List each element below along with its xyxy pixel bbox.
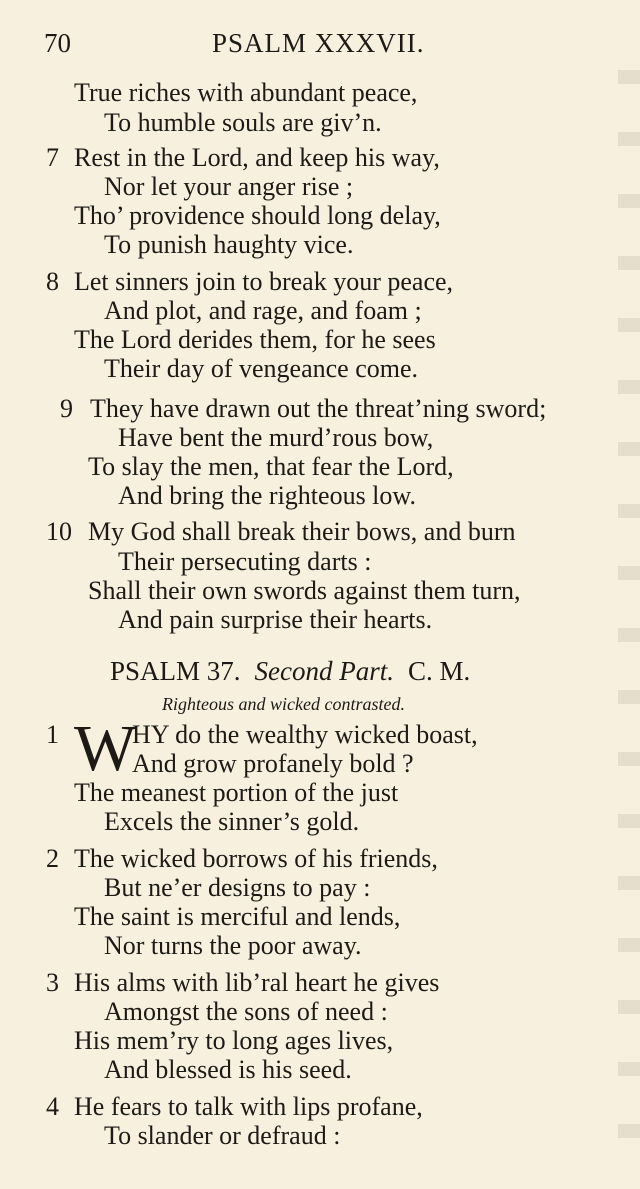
verse-line: And grow profanely bold ? [132, 749, 414, 778]
stanza-number: 10 [46, 517, 72, 546]
verse-line: To humble souls are giv’n. [104, 108, 382, 137]
section-title [110, 656, 470, 687]
stanza-number: 8 [46, 267, 59, 296]
drop-cap: W [74, 712, 137, 785]
verse-line: To punish haughty vice. [104, 230, 354, 259]
verse-line: He fears to talk with lips profane, [74, 1092, 423, 1121]
verse-line: And blessed is his seed. [104, 1055, 352, 1084]
page-number: 70 [44, 28, 71, 58]
verse-line: And plot, and rage, and foam ; [104, 296, 422, 325]
verse-line: Nor turns the poor away. [104, 931, 362, 960]
section-psalm: PSALM 37. [110, 656, 241, 686]
stanza-number: 4 [46, 1092, 59, 1121]
stanza-number: 2 [46, 844, 59, 873]
verse-line: His mem’ry to long ages lives, [74, 1026, 394, 1055]
verse-line: The wicked borrows of his friends, [74, 844, 438, 873]
verse-line: The meanest portion of the just [74, 778, 399, 807]
verse-line: The saint is merciful and lends, [74, 902, 401, 931]
verse-line: And pain surprise their hearts. [118, 605, 433, 634]
stanza-number: 3 [46, 968, 59, 997]
stanza-number: 7 [46, 143, 59, 172]
verse-line: My God shall break their bows, and burn [88, 517, 516, 546]
verse-line: And bring the righteous low. [118, 481, 416, 510]
running-title: PSALM XXXVII. [212, 28, 425, 58]
stanza-number: 9 [60, 394, 73, 423]
verse-line: To slander or defraud : [104, 1121, 341, 1150]
verse-line: Let sinners join to break your peace, [74, 267, 454, 296]
section-subtitle: Righteous and wicked contrasted. [162, 694, 405, 714]
verse-line: Tho’ providence should long delay, [74, 201, 441, 230]
verse-line: But ne’er designs to pay : [104, 873, 371, 902]
verse-line: Their day of vengeance come. [104, 354, 419, 383]
verse-line: To slay the men, that fear the Lord, [88, 452, 454, 481]
section-part: Second Part. [254, 656, 395, 686]
verse-line: Shall their own swords against them turn, [88, 576, 521, 605]
verse-line: Excels the sinner’s gold. [104, 807, 360, 836]
verse-line: Amongst the sons of need : [104, 997, 388, 1026]
verse-line: True riches with abundant peace, [74, 78, 418, 107]
verse-line: HY do the wealthy wicked boast, [132, 720, 478, 749]
verse-line: Have bent the murd’rous bow, [118, 423, 434, 452]
stanza-number: 1 [46, 720, 59, 749]
page-header [44, 28, 630, 64]
verse-line: His alms with lib’ral heart he gives [74, 968, 440, 997]
verse-line: Rest in the Lord, and keep his way, [74, 143, 440, 172]
show-through-margin [618, 70, 640, 1150]
section-meter: C. M. [408, 656, 471, 686]
verse-line: Nor let your anger rise ; [104, 172, 354, 201]
verse-line: Their persecuting darts : [118, 547, 372, 576]
verse-line: The Lord derides them, for he sees [74, 325, 436, 354]
verse-line: They have drawn out the threat’ning sword; [90, 394, 547, 423]
